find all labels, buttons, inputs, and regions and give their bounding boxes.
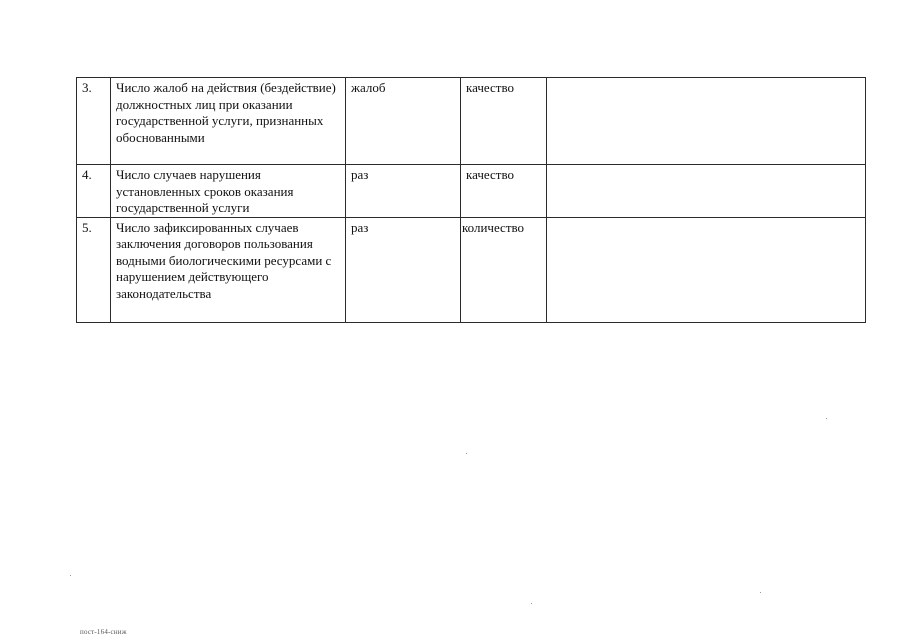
scan-speck xyxy=(531,603,532,604)
scan-speck xyxy=(466,453,467,454)
table-row xyxy=(77,217,866,322)
unit-of-measure: раз xyxy=(346,217,461,322)
scan-speck xyxy=(826,418,827,419)
empty-cell xyxy=(547,165,866,218)
table-row xyxy=(77,165,866,218)
scan-speck xyxy=(70,575,71,576)
indicators-table xyxy=(76,77,866,323)
unit-of-measure: раз xyxy=(346,165,461,218)
indicator-name: Число зафиксированных случаев заключения договоров пользования водными биологическими ресурсами с нарушением действующего законодательства xyxy=(111,217,346,322)
file-mark: пост-164-сниж xyxy=(80,628,127,636)
row-number: 5. xyxy=(77,217,111,322)
indicator-name: Число случаев нарушения установленных сроков оказания государственной услуги xyxy=(111,165,346,218)
indicator-type: качество xyxy=(461,165,547,218)
row-number: 4. xyxy=(77,165,111,218)
row-number: 3. xyxy=(77,78,111,165)
indicator-name: Число жалоб на действия (бездействие) должностных лиц при оказании государственной услуги, признанных обоснованными xyxy=(111,78,346,165)
empty-cell xyxy=(547,78,866,165)
scan-speck xyxy=(760,592,761,593)
table-row xyxy=(77,78,866,165)
indicator-type: качество xyxy=(461,78,547,165)
unit-of-measure: жалоб xyxy=(346,78,461,165)
empty-cell xyxy=(547,217,866,322)
indicator-type: количество xyxy=(461,217,547,322)
